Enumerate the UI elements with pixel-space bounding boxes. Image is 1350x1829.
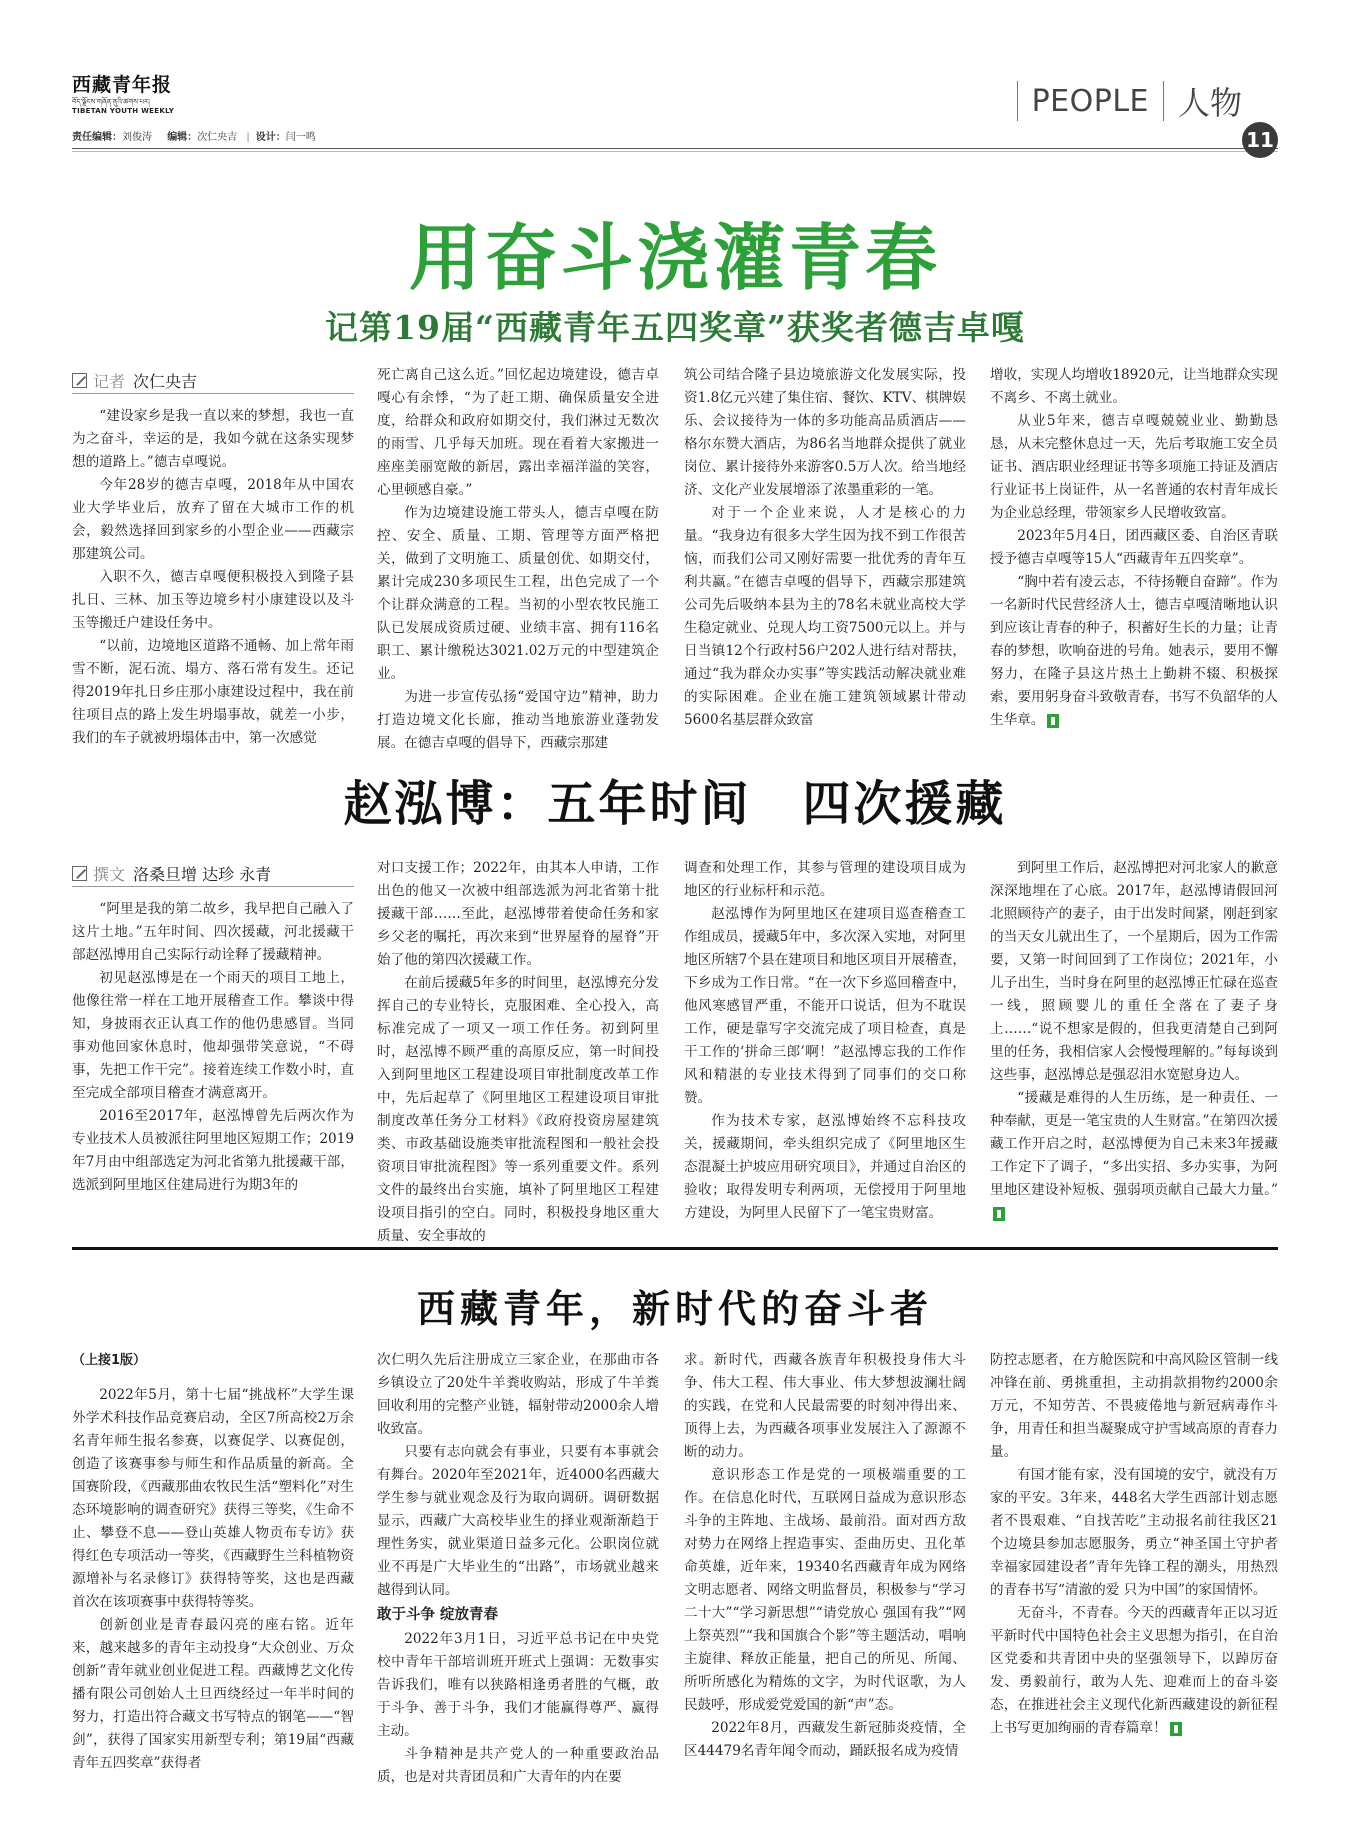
article2-col1 (72, 898, 354, 1197)
paper-name: 西藏青年报 (72, 74, 173, 96)
pen-icon (72, 373, 87, 388)
designer-name: 闫一鸣 (285, 132, 316, 143)
paragraph: 赵泓博作为阿里地区在建项目巡查稽查工作组成员，援藏5年中，多次深入实地，对阿里地区所辖7个县在建项目和地区项目开展稽查，下乡成为工作日常。“在一次下乡巡回稽查中，他风寒感冒严重，不能开口说话，但为不耽误工作，硬是靠写字交流完成了项目检查，真是干工作的‘拼命三郎’啊！”赵泓博忘我的工作作风和精湛的专业技术得到了同事们的交口称赞。 (684, 906, 966, 1106)
paragraph: 只要有志向就会有事业，只要有本事就会有舞台。2020年至2021年，近4000名西藏大学生参与就业观念及行为取向调研。调研数据显示，西藏广大高校毕业生的择业观渐渐趋于理性务实，就业渠道日益多元化。公职岗位就业不再是广大毕业生的“出路”，市场就业越来越得到认同。 (377, 1444, 659, 1598)
paper-name-tibetan: བོད་ལྗོངས་གཞོན་ནུའི་ཚགས་པར། (72, 98, 150, 106)
paragraph: 死亡离自己这么近。”回忆起边境建设，德吉卓嘎心有余悸，“为了赶工期、确保质量安全进度，给群众和政府如期交付，我们淋过无数次的雨雪、几乎每天加班。现在看着大家搬进一座座美丽宽敞的新居，露出幸福洋溢的笑容，心里顿感自豪。” (377, 367, 659, 498)
paragraph: 增收，实现人均增收18920元，让当地群众实现不离乡、不离土就业。 (990, 367, 1278, 406)
paragraph: 作为边境建设施工带头人，德吉卓嘎在防控、安全、质量、工期、管理等方面严格把关，做到了文明施工、质量创优、如期交付，累计完成230多项民生工程，出色完成了一个个让群众满意的工程。当初的小型农牧民施工队已发展成资质过硬、业绩丰富、拥有116名职工、累计缴税达3021.02万元的中型建筑企业。 (377, 505, 659, 682)
paragraph: “援藏是难得的人生历练，是一种责任、一种奉献，更是一笔宝贵的人生财富。”在第四次援藏工作开启之时，赵泓博便为自己未来3年援藏工作定下了调子，“多出实招、多办实事，为阿里地区建设补短板、强弱项贡献自己最大力量。” (990, 1090, 1278, 1198)
article2-col3 (684, 857, 966, 1225)
copy-editor-label: 编辑： (167, 132, 198, 143)
pen-icon (72, 866, 87, 881)
copy-editor-name: 次仁央吉 (197, 132, 238, 143)
paragraph: 筑公司结合隆子县边境旅游文化发展实际，投资1.8亿元兴建了集住宿、餐饮、KTV、棋牌娱乐、会议接待为一体的多功能高品质酒店——格尔东赞大酒店，为86名当地群众提供了就业岗位、累计接待外来游客0.5万人次。给当地经济、文化产业发展增添了浓墨重彩的一笔。 (684, 367, 966, 498)
paragraph: “以前，边境地区道路不通畅、加上常年雨雪不断，泥石流、塌方、落石常有发生。还记得2019年扎日乡庄那小康建设过程中，我在前往项目点的路上发生坍塌事故，就差一小步，我们的车子就被坍塌体击中，第一次感觉 (72, 638, 354, 746)
article2-col4 (990, 857, 1278, 1225)
paragraph: 防控志愿者，在方舱医院和中高风险区管制一线冲锋在前、勇挑重担，主动捐款捐物约2000余万元，不知劳苦、不畏疲倦地与新冠病毒作斗争，用青任和担当凝聚成守护雪域高原的青春力量。 (990, 1352, 1278, 1460)
paragraph: 2022年8月，西藏发生新冠肺炎疫情，全区44479名青年闻令而动，踊跃报名成为疫情 (684, 1720, 966, 1759)
paragraph: 调查和处理工作，其参与管理的建设项目成为地区的行业标杆和示范。 (684, 860, 966, 899)
paragraph: “建设家乡是我一直以来的梦想，我也一直为之奋斗，幸运的是，我如今就在这条实现梦想的道路上。”德吉卓嘎说。 (72, 408, 354, 470)
editor-label: 责任编辑： (72, 132, 122, 143)
byline-role: 撰文 (93, 865, 126, 884)
paragraph: 从业5年来，德吉卓嘎兢兢业业、勤勤恳恳，从未完整休息过一天，先后考取施工安全员证书、酒店职业经理证书等多项施工持证及酒店行业证书上岗证件，从一名普通的农村青年成长为企业总经理，带领家乡人民增收致富。 (990, 413, 1278, 521)
paragraph: 为进一步宣传弘扬“爱国守边”精神，助力打造边境文化长廊，推动当地旅游业蓬勃发展。在德吉卓嘎的倡导下，西藏宗那建 (377, 689, 659, 751)
paragraph: 意识形态工作是党的一项极端重要的工作。在信息化时代，互联网日益成为意识形态斗争的主阵地、主战场、最前沿。面对西方敌对势力在网络上捏造事实、歪曲历史、丑化革命英雄，近年来，19340名西藏青年成为网络文明志愿者、网络文明监督员，积极参与“学习二十大”“学习新思想”“请党放心 强国有我”“网上祭英烈”“我和国旗合个影”等主题活动，唱响主旋律、释放正能量，把自己的所见、所闻、所听所感化为精炼的文字，为时代讴歌，为人民鼓呼，形成爱党爱国的新“声”态。 (684, 1467, 966, 1713)
paragraph: 求。新时代，西藏各族青年积极投身伟大斗争、伟大工程、伟大事业、伟大梦想波澜壮阔的实践，在党和人民最需要的时刻冲得出来、顶得上去，为西藏各项事业发展注入了源源不断的动力。 (684, 1352, 966, 1460)
paragraph: 2022年3月1日，习近平总书记在中央党校中青年干部培训班开班式上强调：无数事实告诉我们，唯有以狭路相逢勇者胜的气概，敢于斗争、善于斗争，我们才能赢得尊严、赢得主动。 (377, 1631, 659, 1739)
article3-col4 (990, 1349, 1278, 1740)
designer-label: 设计： (255, 132, 286, 143)
paragraph: 2022年5月，第十七届“挑战杯”大学生课外学术科技作品竞赛启动，全区7所高校2万余名青年师生报名参赛，以赛促学、以赛促创，创造了该赛事参与师生和作品质量的新高。全国赛阶段，《西藏那曲农牧民生活“塑料化”对生态环境影响的调查研究》获得三等奖，《生命不止、攀登不息——登山英雄人物贡布专访》获得红色专项活动一等奖，《西藏野生兰科植物资源增补与名录修订》获得特等奖，这也是西藏首次在该项赛事中获得特等奖。 (72, 1387, 354, 1610)
section-cn: 人物 (1177, 84, 1242, 122)
paragraph: “阿里是我的第二故乡，我早把自己融入了这片土地。”五年时间、四次援藏，河北援藏干部赵泓博用自己实际行动诠释了援藏精神。 (72, 901, 354, 963)
article1-col4 (990, 364, 1278, 732)
article3-col1 (72, 1349, 354, 1775)
article2-byline (72, 862, 271, 885)
header-rule (72, 148, 1278, 149)
article3-col3 (684, 1349, 966, 1763)
article1-title: 用奋斗浇灌青春 (408, 216, 941, 300)
article1-byline (72, 369, 197, 392)
section-en: PEOPLE (1031, 83, 1149, 119)
article1-col2 (377, 364, 659, 755)
paragraph: 2016至2017年，赵泓博曾先后两次作为专业技术人员被派往阿里地区短期工作；2019年7月由中组部选定为河北省第九批援藏干部，选派到阿里地区住建局进行为期3年的 (72, 1108, 354, 1193)
paragraph: 初见赵泓博是在一个雨天的项目工地上，他像往常一样在工地开展稽查工作。攀谈中得知，身披雨衣正认真工作的他仍患感冒。当同事劝他回家休息时，他却强带笑意说，“不碍事，先把工作干完”。接着连续工作数小时，直至完成全部项目稽查才满意离开。 (72, 970, 354, 1101)
paragraph: 斗争精神是共产党人的一种重要政治品质，也是对共青团员和广大青年的内在要 (377, 1746, 659, 1785)
paragraph: 作为技术专家，赵泓博始终不忘科技攻关，援藏期间，牵头组织完成了《阿里地区生态混凝土护坡应用研究项目》，并通过自治区的验收；取得发明专利两项，无偿授用于阿里地方建设，为阿里人民留下了一笔宝贵财富。 (684, 1113, 966, 1221)
byline-name: 洛桑旦增 达珍 永青 (133, 865, 272, 884)
paragraph: 创新创业是青春最闪亮的座右铭。近年来，越来越多的青年主动投身“大众创业、万众创新”青年就业创业促进工程。西藏博艺文化传播有限公司创始人土旦西绕经过一年半时间的努力，打造出符合藏文书写特点的钢笔——“智剑”，获得了国家实用新型专利；第19届“西藏青年五四奖章”获得者 (72, 1617, 354, 1771)
article3-col2 (377, 1349, 659, 1789)
page-number: 11 (1242, 122, 1278, 158)
paragraph: 对于一个企业来说，人才是核心的力量。“我身边有很多大学生因为找不到工作很苦恼，而我们公司又刚好需要一批优秀的青年互利共赢。”在德吉卓嘎的倡导下，西藏宗那建筑公司先后吸纳本县为主的78名未就业高校大学生稳定就业、兑现人均工资7500元以上。并与日当镇12个行政村56户202人进行结对帮扶，通过“我为群众办实事”等实践活动解决就业难的实际困难。企业在施工建筑领域累计带动5600名基层群众致富 (684, 505, 966, 728)
byline-role: 记者 (93, 372, 126, 391)
end-mark-icon (1170, 1722, 1182, 1736)
end-mark-icon (993, 1207, 1005, 1221)
header-rule-thin (72, 151, 1278, 152)
paragraph: 今年28岁的德吉卓嘎，2018年从中国农业大学毕业后，放弃了留在大城市工作的机会，毅然选择回到家乡的小型企业——西藏宗那建筑公司。 (72, 477, 354, 562)
paragraph: 2023年5月4日，团西藏区委、自治区青联授予德吉卓嘎等15人“西藏青年五四奖章”。 (990, 528, 1278, 567)
byline-rule (72, 886, 354, 887)
paragraph: 有国才能有家，没有国境的安宁，就没有万家的平安。3年来，448名大学生西部计划志愿者不畏艰难、“自找苦吃”主动报名前往我区21个边境县参加志愿服务，勇立“神圣国土守护者 幸福家园建设者”青年先锋工程的潮头，用热烈的青春书写“清澈的爱 只为中国”的家国情怀。 (990, 1467, 1278, 1598)
paragraph: 无奋斗，不青春。今天的西藏青年正以习近平新时代中国特色社会主义思想为指引，在自治区党委和共青团中央的坚强领导下，以踔厉奋发、勇毅前行，敢为人先、迎难而上的奋斗姿态，在推进社会主义现代化新西藏建设的新征程上书写更加绚丽的青春篇章！ (990, 1605, 1278, 1736)
article3-title: 西藏青年，新时代的奋斗者 (416, 1286, 933, 1331)
byline-rule (72, 393, 354, 394)
section-tag (1003, 78, 1242, 124)
paragraph: 次仁明久先后注册成立三家企业，在那曲市各乡镇设立了20处牛羊粪收购站，形成了牛羊粪回收利用的完整产业链，辐射带动2000余人增收致富。 (377, 1352, 659, 1437)
continued-note: （上接1版） (72, 1353, 147, 1368)
article2-title: 赵泓博：五年时间 四次援藏 (343, 776, 1007, 832)
article2-col2 (377, 857, 659, 1248)
masthead (72, 70, 212, 115)
article3-subhead: 敢于斗争 绽放青春 (377, 1607, 499, 1623)
paragraph: “胸中若有凌云志，不待扬鞭自奋蹄”。作为一名新时代民营经济人士，德吉卓嘎清晰地认识到应该让青春的种子，积蓄好生长的力量；让青春的梦想，吹响奋进的号角。她表示，要用不懈努力，在隆子县这片热土上勤耕不辍、积极探索，要用躬身奋斗致敬青春，书写不负韶华的人生华章。 (990, 574, 1278, 728)
credits-line: 责任编辑：刘俊涛 编辑：次仁央吉 | 设计：闫一鸣 (72, 132, 316, 143)
paragraph: 入职不久，德吉卓嘎便积极投入到隆子县扎日、三林、加玉等边境乡村小康建设以及斗玉等搬迁户建设任务中。 (72, 569, 354, 631)
article1-col3 (684, 364, 966, 732)
article1-subtitle: 记第19届“西藏青年五四奖章”获奖者德吉卓嘎 (325, 308, 1025, 347)
article1-col1 (72, 405, 354, 750)
paragraph: 到阿里工作后，赵泓博把对河北家人的歉意深深地埋在了心底。2017年，赵泓博请假回河北照顾待产的妻子，由于出发时间紧，刚赶到家的当天女儿就出生了，一个星期后，因为工作需要，又第一时间回到了工作岗位；2021年，小儿子出生，当时身在阿里的赵泓博正忙碌在巡查一线，照顾婴儿的重任全落在了妻子身上……“说不想家是假的，但我更清楚自己到阿里的任务，我相信家人会慢慢理解的。”每每谈到这些事，赵泓博总是强忍泪水宽慰身边人。 (990, 860, 1278, 1083)
end-mark-icon (1047, 714, 1059, 728)
paragraph: 对口支援工作；2022年，由其本人申请，工作出色的他又一次被中组部选派为河北省第十批援藏干部……至此，赵泓博带着使命任务和家乡父老的嘱托，再次来到“世界屋脊的屋脊”开始了他的第四次援藏工作。 (377, 860, 659, 968)
editor-name: 刘俊涛 (122, 132, 152, 143)
paper-name-english: TIBETAN YOUTH WEEKLY (72, 107, 175, 115)
section-divider (72, 1247, 1278, 1250)
byline-name: 次仁央吉 (133, 372, 198, 391)
paragraph: 在前后援藏5年多的时间里，赵泓博充分发挥自己的专业特长，克服困难、全心投入，高标准完成了一项又一项工作任务。初到阿里时，赵泓博不顾严重的高原反应，第一时间投入到阿里地区工程建设项目审批制度改革工作中，先后起草了《阿里地区工程建设项目审批制度改革任务分工材料》《政府投资房屋建筑类、市政基础设施类审批流程图和一般社会投资项目审批流程图》等一系列重要文件。系列文件的最终出台实施，填补了阿里地区工程建设项目指引的空白。同时，积极投身地区重大质量、安全事故的 (377, 975, 659, 1244)
